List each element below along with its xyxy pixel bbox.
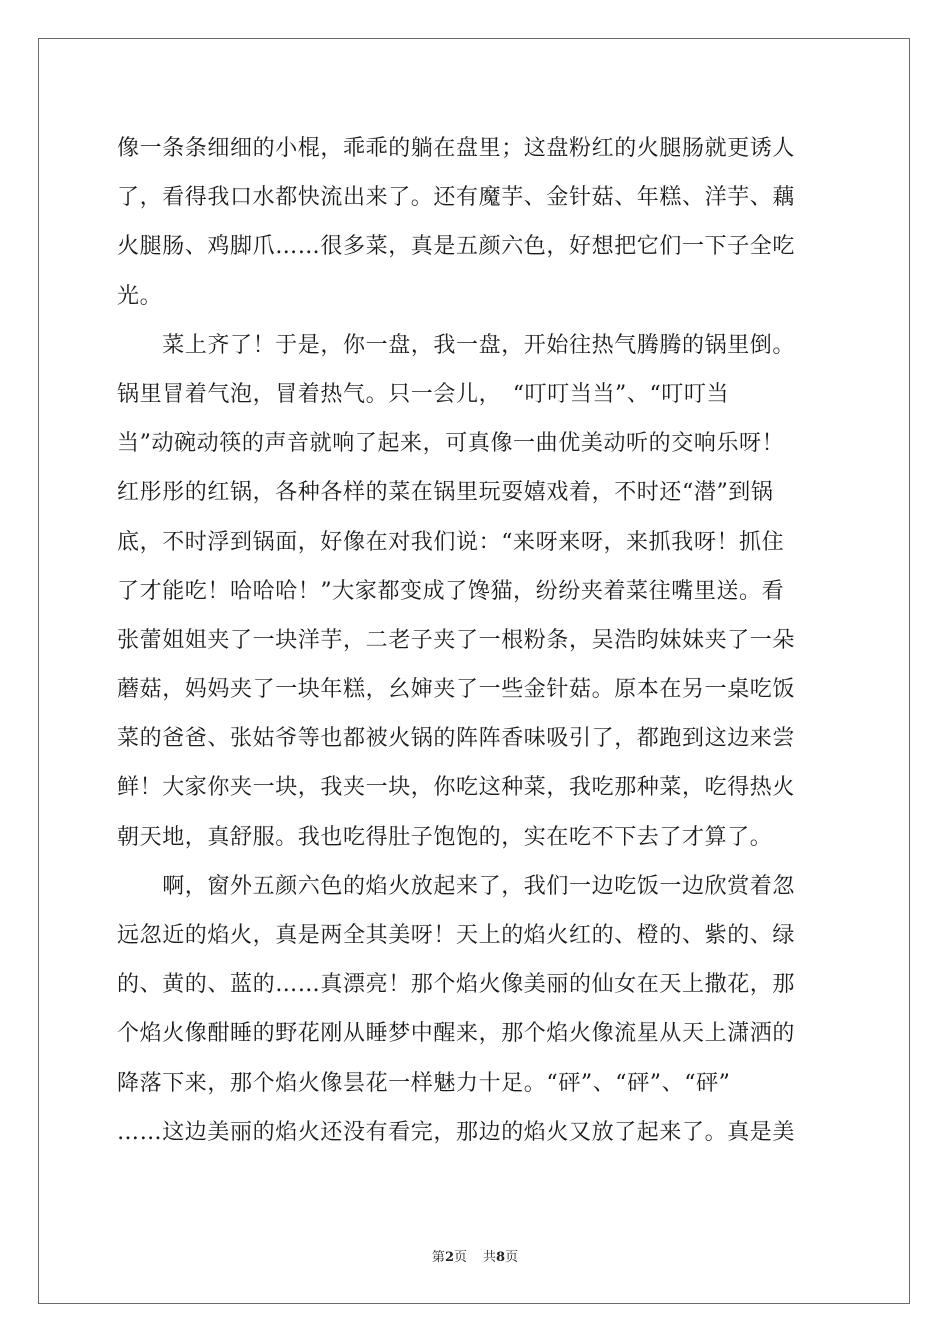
total-pages-prefix: 共 — [483, 1250, 497, 1265]
text-line: 菜的爸爸、张姑爷等也都被火锅的阵阵香味吸引了，都跑到这边来尝 — [117, 726, 796, 752]
document-body — [117, 124, 833, 1157]
text-line: 朝天地，真舒服。我也吃得肚子饱饱的，实在吃不下去了才算了。 — [117, 824, 773, 850]
text-line: 了，看得我口水都快流出来了。还有魔芋、金针菇、年糕、洋芋、藕 — [117, 185, 796, 211]
text-line: 光。 — [117, 283, 163, 309]
text-line: 火腿肠、鸡脚爪……很多菜，真是五颜六色，好想把它们一下子全吃 — [117, 234, 796, 260]
page-footer — [0, 1246, 950, 1265]
text-line: ……这边美丽的焰火还没有看完，那边的焰火又放了起来了。真是美 — [117, 1119, 796, 1145]
page-number-prefix: 第 — [431, 1250, 445, 1265]
total-pages-count: 8 — [496, 1250, 506, 1265]
page-number-suffix: 页 — [453, 1250, 467, 1265]
text-line: 红彤彤的红锅，各种各样的菜在锅里玩耍嬉戏着，不时还“潜”到锅 — [117, 480, 774, 506]
text-line: 个焰火像酣睡的野花刚从睡梦中醒来，那个焰火像流星从天上潇洒的 — [117, 1021, 796, 1047]
text-line: 蘑菇，妈妈夹了一块年糕，幺婶夹了一些金针菇。原本在另一桌吃饭 — [117, 677, 796, 703]
page-number-current: 2 — [444, 1250, 454, 1265]
text-line: 底，不时浮到锅面，好像在对我们说：“来呀来呀，来抓我呀！抓住 — [117, 529, 785, 555]
text-line: 啊，窗外五颜六色的焰火放起来了，我们一边吃饭一边欣赏着忽 — [117, 873, 796, 899]
text-line: 鲜！大家你夹一块，我夹一块，你吃这种菜，我吃那种菜，吃得热火 — [117, 775, 796, 801]
text-line: 张蕾姐姐夹了一块洋芋，二老子夹了一根粉条，吴浩昀妹妹夹了一朵 — [117, 627, 796, 653]
text-line: 像一条条细细的小棍，乖乖的躺在盘里；这盘粉红的火腿肠就更诱人 — [117, 136, 796, 161]
text-line: 的、黄的、蓝的……真漂亮！那个焰火像美丽的仙女在天上撒花，那 — [117, 972, 796, 998]
text-line: 远忽近的焰火，真是两全其美呀！天上的焰火红的、橙的、紫的、绿 — [117, 923, 796, 948]
total-pages-suffix: 页 — [505, 1250, 519, 1265]
text-line: 当”动碗动筷的声音就响了起来，可真像一曲优美动听的交响乐呀！ — [117, 431, 785, 457]
text-line: 菜上齐了！于是，你一盘，我一盘，开始往热气腾腾的锅里倒。 — [117, 332, 796, 358]
text-line: 锅里冒着气泡，冒着热气。只一会儿， “叮叮当当”、“叮叮当 — [117, 381, 730, 407]
text-line: 了才能吃！哈哈哈！”大家都变成了馋猫，纷纷夹着菜往嘴里送。看 — [117, 578, 785, 604]
text-line: 降落下来，那个焰火像昙花一样魅力十足。“砰”、“砰”、“砰” — [117, 1070, 731, 1096]
